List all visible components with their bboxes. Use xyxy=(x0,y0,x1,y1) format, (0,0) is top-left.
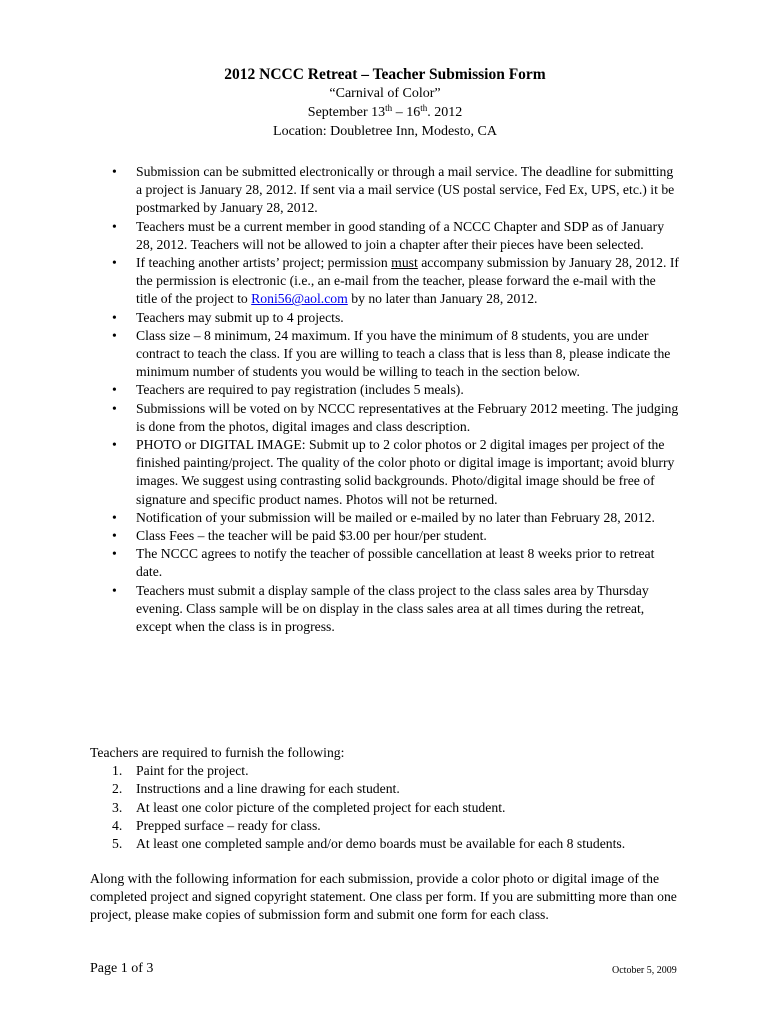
page-number: Page 1 of 3 xyxy=(90,961,154,976)
permission-emphasis: must xyxy=(391,255,418,271)
document-title: 2012 NCCC Retreat – Teacher Submission Form xyxy=(224,66,546,83)
furnish-intro: Teachers are required to furnish the following: xyxy=(90,745,345,760)
item-text: Instructions and a line drawing for each student. xyxy=(136,781,400,797)
list-item xyxy=(90,780,690,798)
list-item: • Class size – 8 minimum, 24 maximum. If you have the minimum of 8 students, you are under contract to teach the class. If you are willing to teach a class that is less than 8, please indicate the minimum number of students you would be willing to teach in the section below. xyxy=(100,327,680,382)
item-text: At least one completed sample and/or demo boards must be available for each 8 students. xyxy=(136,836,626,852)
item-number: 2. xyxy=(112,781,123,797)
list-item: • Teachers may submit up to 4 projects. xyxy=(100,309,680,327)
dates-end: – 16 xyxy=(392,105,421,120)
list-item: • Submission can be submitted electronically or through a mail service. The deadline for submitting a project is January 28, 2012. If sent via a mail service (US postal service, Fed Ex, UPS, etc.) it be postmarked by January 28, 2012. xyxy=(100,163,680,218)
event-theme: “Carnival of Color” xyxy=(329,86,441,101)
list-item xyxy=(90,762,690,780)
permission-text: If teaching another artists’ project; permission xyxy=(136,255,392,271)
list-item: • Notification of your submission will be mailed or e-mailed by no later than February 28, 2012. xyxy=(100,509,680,527)
item-number: 5. xyxy=(112,836,123,852)
list-item: • PHOTO or DIGITAL IMAGE: Submit up to 2 color photos or 2 digital images per project of the finished painting/project. The quality of the color photo or digital image is important; avoid blurry images. We suggest using contrasting solid backgrounds. Photo/digital image should be free of signature and specific product names. Photos will not be returned. xyxy=(100,436,680,509)
list-item: • Submissions will be voted on by NCCC representatives at the February 2012 meeting. The judging is done from the photos, digital images and class description. xyxy=(100,400,680,436)
item-text: At least one color picture of the completed project for each student. xyxy=(136,799,506,815)
rules-list xyxy=(100,163,680,636)
item-number: 3. xyxy=(112,799,123,815)
footer-date: October 5, 2009 xyxy=(612,965,677,976)
list-item: • Teachers must be a current member in good standing of a NCCC Chapter and SDP as of January 28, 2012. Teachers will not be allowed to join a chapter after their pieces have been selected. xyxy=(100,218,680,254)
list-item xyxy=(90,799,690,817)
list-item xyxy=(90,817,690,835)
item-text: Prepped surface – ready for class. xyxy=(136,817,321,833)
list-item xyxy=(90,835,690,853)
furnish-section xyxy=(90,744,690,853)
dates-start: September 13 xyxy=(307,105,386,120)
list-item: • The NCCC agrees to notify the teacher of possible cancellation at least 8 weeks prior to retreat date. xyxy=(100,545,680,581)
event-location: Location: Doubletree Inn, Modesto, CA xyxy=(273,124,497,139)
list-item: • Class Fees – the teacher will be paid $3.00 per hour/per student. xyxy=(100,527,680,545)
dates-start-suffix: th xyxy=(385,103,393,113)
event-dates xyxy=(0,103,770,122)
email-link[interactable]: Roni56@aol.com xyxy=(251,291,348,307)
permission-text-end: by no later than January 28, 2012. xyxy=(347,291,538,307)
list-item: • Teachers must submit a display sample of the class project to the class sales area by Thursday evening. Class sample will be on display in the class sales area at all times during the retreat, except when the class is in progress. xyxy=(100,582,680,637)
list-item xyxy=(100,254,680,309)
dates-end-suffix: th xyxy=(420,103,428,113)
permission-text-cont: accompany submission by January 28, 2012. If the permission is electronic (i.e., an e-mail from the teacher, please forward the e-mail with the title of the project to xyxy=(136,255,679,307)
list-item: • Teachers are required to pay registration (includes 5 meals). xyxy=(100,381,680,399)
item-number: 4. xyxy=(112,817,123,833)
submission-instructions: Along with the following information for each submission, provide a color photo or digital image of the completed project and signed copyright statement. One class per form. If you are submitting more than one project, please make copies of submission form and submit one form for each class. xyxy=(90,871,677,923)
dates-year: . 2012 xyxy=(427,105,463,120)
item-number: 1. xyxy=(112,763,123,779)
item-text: Paint for the project. xyxy=(136,763,249,779)
document-header xyxy=(0,66,770,141)
furnish-list xyxy=(90,762,690,853)
